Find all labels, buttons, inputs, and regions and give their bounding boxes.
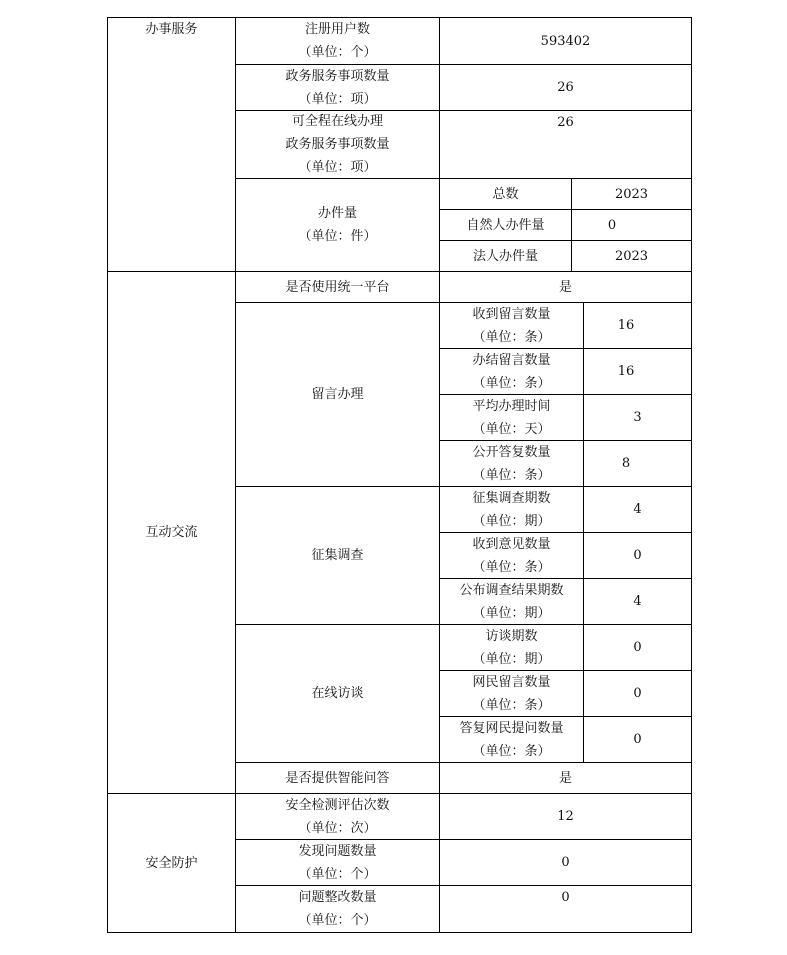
label-text: 公布调查结果期数 [459, 582, 564, 598]
liuyan-public-label [440, 441, 583, 486]
zhengji-results-value [584, 579, 691, 624]
section-label-anquan [108, 794, 235, 932]
label-text: 是否使用统一平台 [285, 279, 390, 295]
liuyan-done-value [584, 349, 668, 394]
label-text: 办结留言数量 [472, 352, 551, 368]
label-text: 总数 [492, 186, 519, 202]
unit-text: （单位：项） [298, 91, 377, 107]
unit-text: （单位：件） [298, 229, 377, 244]
value-text: 4 [633, 502, 642, 517]
liuyan-group-label [236, 303, 439, 486]
section-hudong-text: 互动交流 [145, 525, 198, 540]
value-text: 0 [561, 855, 570, 870]
label-text: 访谈期数 [485, 628, 538, 644]
liuyan-avg-label [440, 395, 583, 440]
section-label-hudong [108, 272, 235, 793]
unit-text: （单位：期） [472, 513, 551, 529]
unit-text: （单位：项） [298, 160, 377, 175]
value-text: 2023 [614, 186, 649, 202]
fangtan-periods-value [584, 625, 691, 670]
value-text: 593402 [540, 33, 591, 49]
unit-text: （单位：条） [472, 467, 551, 483]
zhengji-periods-label [440, 487, 583, 532]
label-text: 发现问题数量 [298, 843, 377, 859]
issues-found-label [236, 840, 439, 885]
section-banshi-text: 办事服务 [145, 22, 198, 37]
unified-platform-value [440, 272, 691, 302]
label-text: 收到留言数量 [472, 306, 551, 322]
volume-total-label [440, 179, 571, 209]
volume-total-value [572, 179, 691, 209]
value-text: 0 [633, 686, 642, 701]
value-text: 12 [557, 809, 574, 824]
label-text: 是否提供智能问答 [285, 770, 390, 786]
smart-qa-label [236, 763, 439, 793]
label-text: 收到意见数量 [472, 536, 551, 552]
label-text: 征集调查期数 [472, 490, 551, 506]
zhengji-periods-value [584, 487, 691, 532]
unit-text: （单位：个） [298, 913, 377, 928]
label-text: 安全检测评估次数 [285, 797, 390, 813]
registered-users-label [236, 18, 439, 64]
unit-text: （单位：条） [472, 743, 551, 759]
value-text: 0 [633, 732, 642, 747]
value-text: 是 [558, 770, 572, 786]
issues-fixed-label [236, 886, 439, 932]
value-text: 0 [633, 548, 642, 563]
issues-found-value [440, 840, 691, 885]
value-text: 16 [617, 364, 635, 379]
fangtan-messages-value [584, 671, 691, 716]
section-label-banshi [108, 18, 235, 48]
value-text: 0 [633, 640, 642, 655]
label-text: 答复网民提问数量 [459, 720, 564, 736]
online-items-value [440, 111, 691, 178]
volume-label [236, 179, 439, 271]
label-text: 在线访谈 [311, 686, 364, 701]
unit-text: （单位：个） [298, 45, 377, 60]
value-text: 是 [558, 279, 572, 295]
security-checks-value [440, 794, 691, 839]
label-text: 网民留言数量 [472, 674, 551, 690]
section-anquan-text: 安全防护 [145, 855, 198, 871]
liuyan-received-label [440, 303, 583, 348]
fangtan-answers-value [584, 717, 691, 762]
zhengji-results-label [440, 579, 583, 624]
online-items-label [236, 111, 439, 178]
value-text: 0 [561, 890, 570, 905]
volume-legal-value [572, 241, 691, 271]
smart-qa-value [440, 763, 691, 793]
registered-users-value [440, 18, 691, 64]
unit-text: （单位：期） [472, 651, 551, 667]
unit-text: （单位：天） [472, 421, 551, 437]
label-text: 办件量 [317, 206, 357, 221]
unit-text: （单位：个） [298, 866, 377, 882]
value-text: 26 [557, 80, 574, 95]
unit-text: （单位：条） [472, 329, 551, 345]
label-line2: 政务服务事项数量 [285, 137, 390, 152]
zhengji-group-label [236, 487, 439, 624]
liuyan-received-value [584, 303, 668, 348]
label-text: 自然人办件量 [466, 217, 545, 233]
label-text: 问题整改数量 [298, 890, 377, 905]
zhengji-opinions-label [440, 533, 583, 578]
volume-legal-label [440, 241, 571, 271]
value-text: 16 [617, 318, 635, 333]
value-text: 0 [607, 217, 617, 233]
label-text: 公开答复数量 [472, 444, 551, 460]
value-text: 26 [557, 115, 574, 130]
fangtan-periods-label [440, 625, 583, 670]
label-line1: 可全程在线办理 [291, 114, 383, 129]
zhengji-opinions-value [584, 533, 691, 578]
value-text: 3 [633, 410, 642, 425]
label-text: 留言办理 [311, 387, 364, 402]
value-text: 4 [633, 594, 642, 609]
liuyan-public-value [584, 441, 668, 486]
liuyan-done-label [440, 349, 583, 394]
fangtan-messages-label [440, 671, 583, 716]
unit-text: （单位：条） [472, 375, 551, 391]
value-text: 2023 [614, 248, 649, 264]
service-items-value [440, 65, 691, 110]
unit-text: （单位：条） [472, 559, 551, 575]
volume-natural-value [572, 210, 652, 240]
service-items-label [236, 65, 439, 110]
unit-text: （单位：期） [472, 605, 551, 621]
unit-text: （单位：次） [298, 820, 377, 836]
volume-natural-label [440, 210, 571, 240]
unit-text: （单位：条） [472, 697, 551, 713]
issues-fixed-value [440, 886, 691, 932]
security-checks-label [236, 794, 439, 839]
unified-platform-label [236, 272, 439, 302]
label-text: 征集调查 [311, 548, 364, 563]
label-text: 法人办件量 [472, 248, 538, 264]
label-text: 平均办理时间 [472, 398, 551, 414]
label-text: 注册用户数 [304, 22, 370, 37]
fangtan-group-label [236, 625, 439, 762]
label-text: 政务服务事项数量 [285, 68, 390, 84]
liuyan-avg-value [584, 395, 691, 440]
value-text: 8 [621, 456, 631, 471]
fangtan-answers-label [440, 717, 583, 762]
